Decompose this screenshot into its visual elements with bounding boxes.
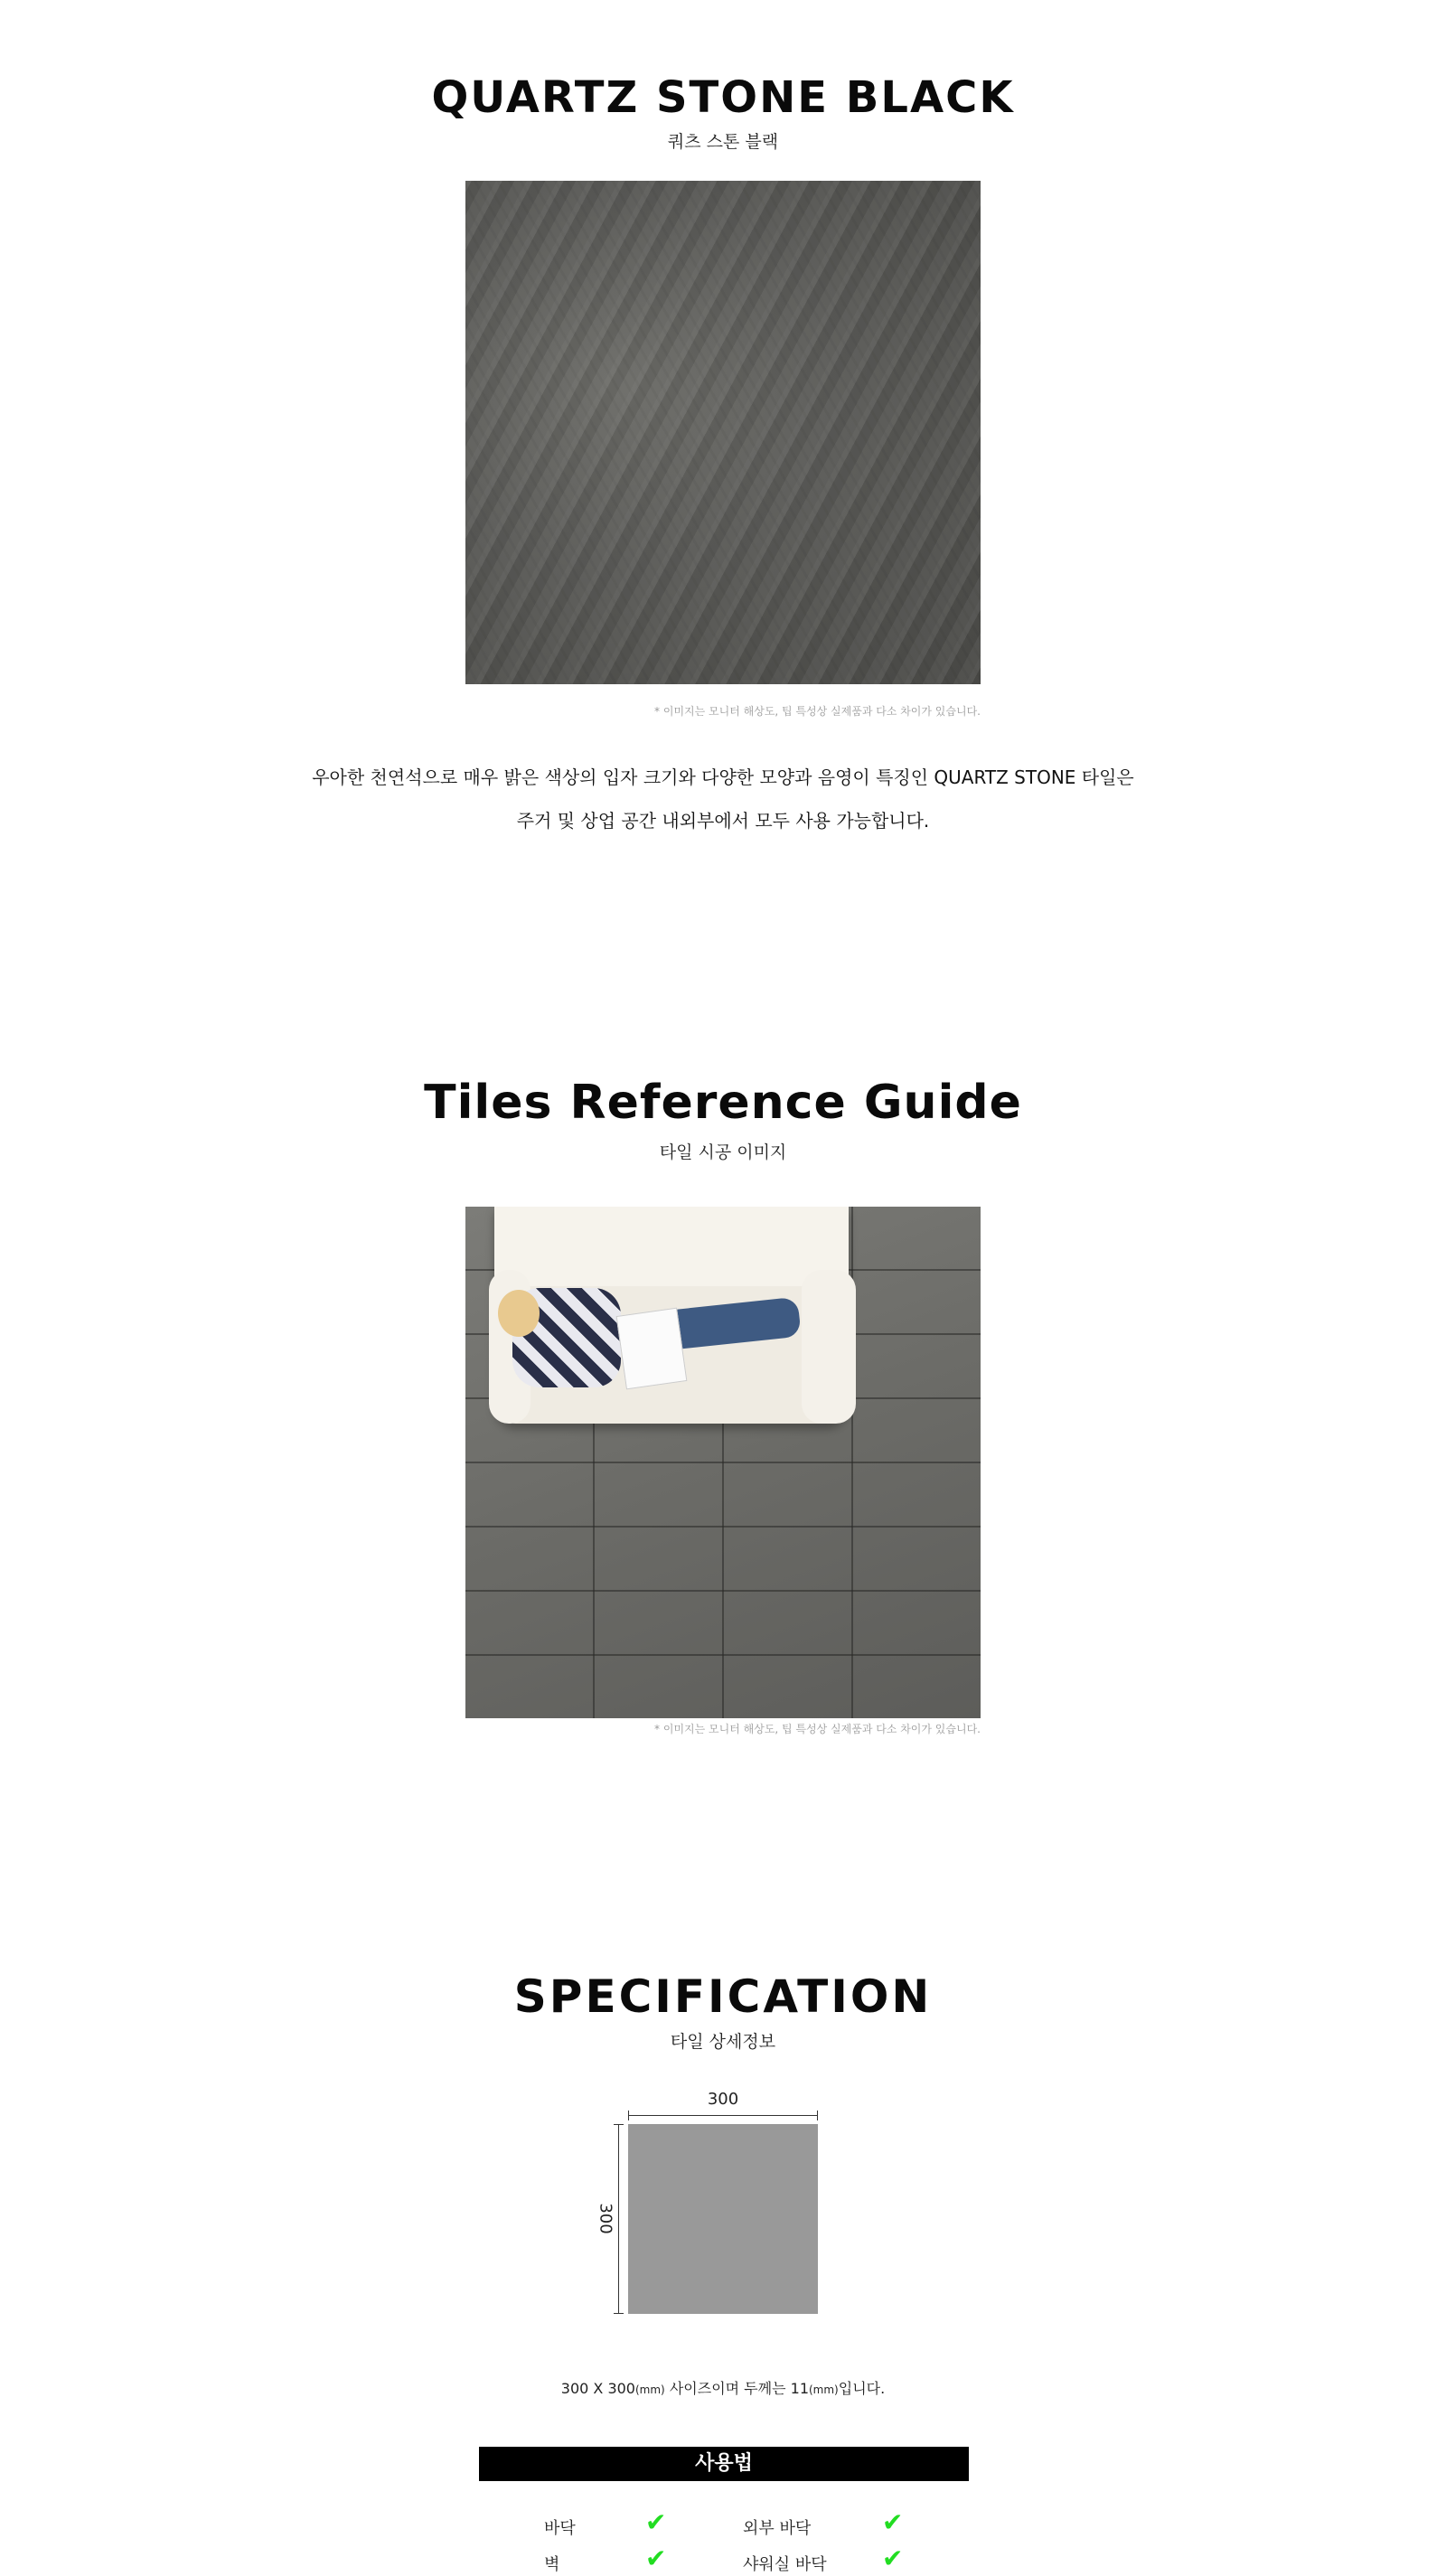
- tile-size-sample: [628, 2124, 818, 2314]
- spec-note-middle: 사이즈이며 두께는 11: [664, 2380, 809, 2397]
- spec-note-unit: (mm): [634, 2383, 665, 2396]
- stone-tile-image: [465, 181, 981, 684]
- image-disclaimer: * 이미지는 모니터 해상도, 팁 특성상 실제품과 다소 차이가 있습니다.: [654, 705, 981, 718]
- room-reference-image: [465, 1207, 981, 1718]
- check-icon: ✔: [882, 2543, 904, 2573]
- description-line-2: 주거 및 상업 공간 내외부에서 모두 사용 가능합니다.: [516, 810, 930, 832]
- height-dimension-label: 300: [596, 2203, 615, 2234]
- usage-label-wall: 벽: [544, 2555, 560, 2574]
- check-icon: ✔: [645, 2507, 667, 2537]
- usage-label-exterior-floor: 외부 바닥: [743, 2519, 812, 2538]
- width-dimension-label: 300: [707, 2090, 739, 2109]
- spec-note-unit-thickness: (mm): [809, 2383, 839, 2396]
- spec-note-size: 300 X 300: [560, 2380, 635, 2397]
- reference-disclaimer: * 이미지는 모니터 해상도, 팁 특성상 실제품과 다소 차이가 있습니다.: [654, 1723, 981, 1735]
- width-dimension-line: [628, 2115, 818, 2116]
- check-icon: ✔: [645, 2543, 667, 2573]
- sofa-back-shape: [494, 1207, 849, 1286]
- usage-label-shower-floor: 샤워실 바닥: [743, 2555, 827, 2574]
- spec-title: SPECIFICATION: [513, 1970, 933, 2023]
- product-subtitle: 쿼츠 스톤 블랙: [667, 132, 779, 152]
- spec-note: [0, 2377, 1446, 2398]
- product-title: QUARTZ STONE BLACK: [431, 72, 1015, 123]
- reference-subtitle: 타일 시공 이미지: [659, 1142, 787, 1162]
- sofa-arm-right: [802, 1270, 856, 1424]
- book-shape: [616, 1308, 688, 1390]
- description-line-1: 우아한 천연석으로 매우 밝은 색상의 입자 크기와 다양한 모양과 음영이 특징인 QUARTZ STONE 타일은: [312, 766, 1134, 788]
- spec-note-end: 입니다.: [838, 2380, 886, 2397]
- height-dimension-line: [618, 2124, 619, 2314]
- check-icon: ✔: [882, 2507, 904, 2537]
- usage-header: 사용법: [479, 2447, 969, 2481]
- person-head: [498, 1290, 540, 1337]
- spec-subtitle: 타일 상세정보: [670, 2032, 776, 2052]
- usage-label-floor: 바닥: [544, 2519, 576, 2538]
- reference-title: Tiles Reference Guide: [424, 1076, 1022, 1130]
